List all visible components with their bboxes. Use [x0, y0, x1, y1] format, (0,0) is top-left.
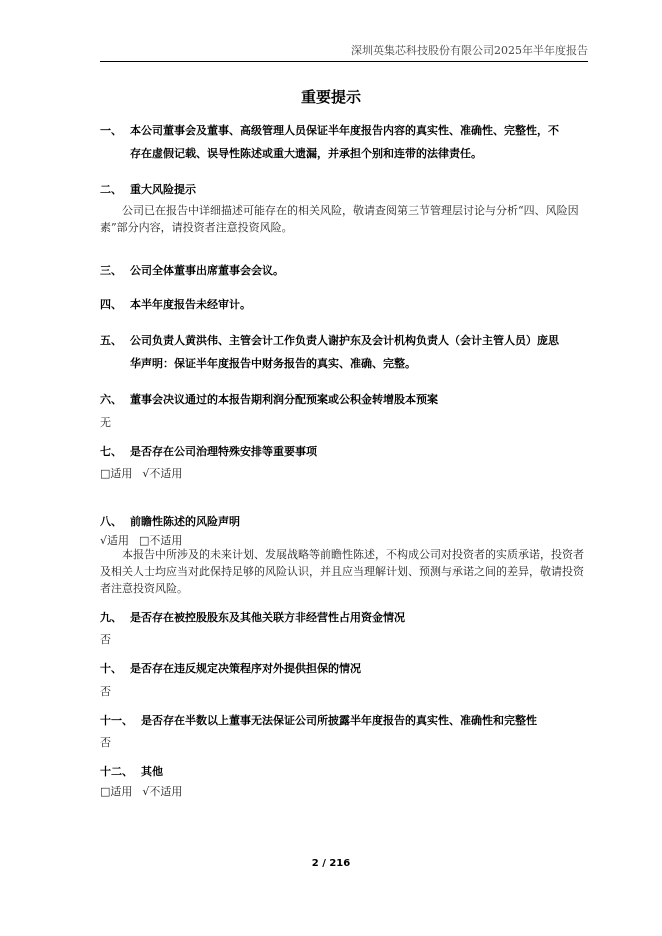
section-12-number: 十二、: [100, 765, 133, 778]
section-8-number: 八、: [100, 515, 122, 528]
section-7-option-not-applicable: √不适用: [142, 467, 183, 480]
section-2-body: 公司已在报告中详细描述可能存在的相关风险，敬请查阅第三节管理层讨论与分析“四、风险因素”部分内容，请投资者注意投资风险。: [100, 204, 579, 234]
section-10-heading: 是否存在违反规定决策程序对外提供担保的情况: [130, 662, 361, 675]
section-2-number: 二、: [100, 183, 122, 196]
section-7-heading: 是否存在公司治理特殊安排等重要事项: [130, 445, 317, 458]
section-3-number: 三、: [100, 264, 122, 277]
page-number: 2 / 216: [311, 858, 351, 869]
section-12-heading: 其他: [141, 765, 163, 778]
section-6-answer: 无: [100, 416, 111, 429]
section-7-number: 七、: [100, 445, 122, 458]
section-7-options: [100, 465, 192, 481]
section-1-line-1: 本公司董事会及董事、高级管理人员保证半年度报告内容的真实性、准确性、完整性，不: [130, 124, 559, 137]
section-4-heading: 本半年度报告未经审计。: [130, 298, 251, 311]
section-11-heading: 是否存在半数以上董事无法保证公司所披露半年度报告的真实性、准确性和完整性: [141, 714, 537, 727]
section-10-answer: 否: [100, 685, 111, 698]
section-12-option-applicable: □适用: [100, 785, 133, 798]
section-8-body: 本报告中所涉及的未来计划、发展战略等前瞻性陈述，不构成公司对投资者的实质承诺，投资者及相关人士均应当对此保持足够的风险认识，并且应当理解计划、预测与承诺之间的差异，敬请投资者注意投资风险。: [100, 548, 584, 595]
running-header: 深圳英集芯科技股份有限公司2025年半年度报告: [351, 44, 588, 57]
section-5-line-2: 华声明：保证半年度报告中财务报告的真实、准确、完整。: [130, 357, 416, 370]
section-8-option-applicable: √适用: [100, 534, 130, 547]
section-8-heading: 前瞻性陈述的风险声明: [130, 515, 240, 528]
page-title: 重要提示: [300, 88, 361, 106]
section-2-heading: 重大风险提示: [130, 183, 196, 196]
section-5-number: 五、: [100, 334, 122, 347]
section-8-option-not-applicable: □不适用: [139, 534, 183, 547]
section-7-option-applicable: □适用: [100, 467, 133, 480]
section-10-number: 十、: [100, 662, 122, 675]
section-9-answer: 否: [100, 633, 111, 646]
section-1-line-2: 存在虚假记载、误导性陈述或重大遗漏，并承担个别和连带的法律责任。: [130, 147, 482, 160]
section-5-line-1: 公司负责人黄洪伟、主管会计工作负责人谢护东及会计机构负责人（会计主管人员）庞思: [130, 334, 559, 347]
section-11-answer: 否: [100, 736, 111, 749]
header-rule: [100, 61, 588, 62]
section-11-number: 十一、: [100, 714, 133, 727]
section-12-options: [100, 783, 192, 799]
section-6-number: 六、: [100, 393, 122, 406]
section-12-option-not-applicable: √不适用: [142, 785, 183, 798]
section-4-number: 四、: [100, 298, 122, 311]
section-6-heading: 董事会决议通过的本报告期利润分配预案或公积金转增股本预案: [130, 393, 438, 406]
section-1-number: 一、: [100, 124, 122, 137]
section-9-number: 九、: [100, 611, 122, 624]
section-9-heading: 是否存在被控股股东及其他关联方非经营性占用资金情况: [130, 611, 405, 624]
section-3-heading: 公司全体董事出席董事会会议。: [130, 264, 284, 277]
